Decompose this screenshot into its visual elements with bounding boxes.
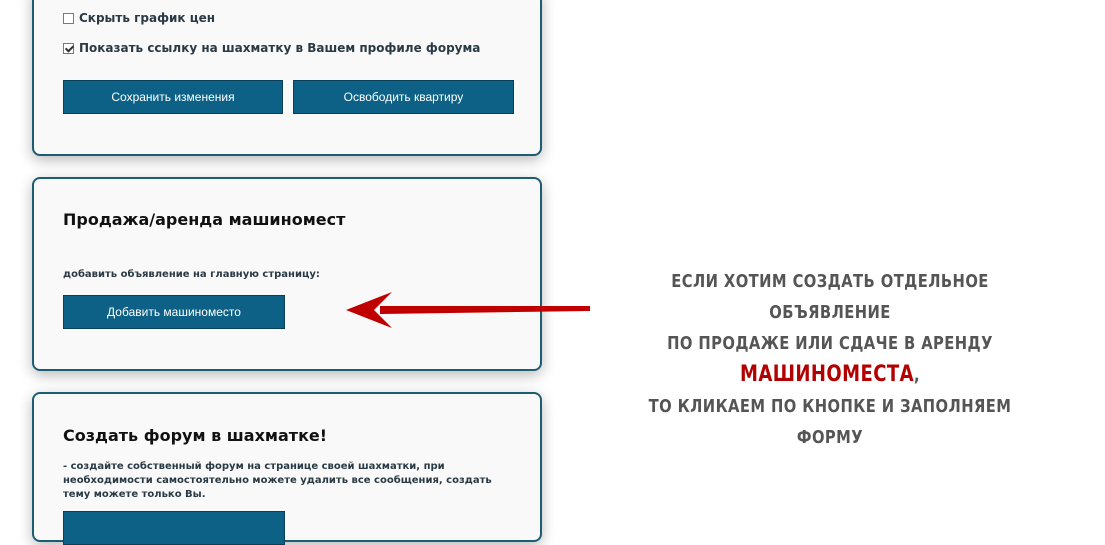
annotation-highlight: МАШИНОМЕСТА	[739, 362, 914, 387]
add-parking-button[interactable]: Добавить машиноместо	[63, 295, 285, 329]
parking-panel-subtitle: добавить объявление на главную страницу:	[63, 269, 320, 280]
red-arrow-icon	[340, 290, 595, 330]
annotation-text	[641, 266, 1018, 453]
hide-price-chart-option[interactable]	[63, 11, 215, 25]
hide-price-chart-label: Скрыть график цен	[79, 11, 216, 25]
annotation-line-3: ТО КЛИКАЕМ ПО КНОПКЕ И ЗАПОЛНЯЕМ ФОРМУ	[648, 396, 1012, 448]
save-changes-button[interactable]: Сохранить изменения	[63, 80, 283, 114]
show-link-label: Показать ссылку на шахматку в Вашем профиле форума	[79, 41, 481, 55]
annotation-line-2-start: ПО ПРОДАЖЕ ИЛИ СДАЧЕ В АРЕНДУ	[667, 333, 993, 354]
hide-price-chart-checkbox[interactable]	[63, 13, 74, 24]
free-apartment-button[interactable]: Освободить квартиру	[293, 80, 514, 114]
forum-panel-description: - создайте собственный форум на странице своей шахматки, при необходимости самостоятельно можете удалить все сообщения, создать тему можете только Вы.	[63, 461, 492, 500]
parking-panel-title: Продажа/аренда машиномест	[63, 210, 346, 229]
annotation-line-2-end: ,	[913, 365, 921, 386]
show-link-option[interactable]	[63, 41, 480, 55]
create-forum-button[interactable]	[63, 511, 285, 545]
forum-panel	[32, 392, 542, 542]
parking-panel	[32, 177, 542, 371]
forum-panel-title: Создать форум в шахматке!	[63, 426, 328, 445]
annotation-line-2	[641, 328, 1018, 391]
show-link-checkbox[interactable]	[63, 43, 74, 54]
annotation-line-1: ЕСЛИ ХОТИМ СОЗДАТЬ ОТДЕЛЬНОЕ ОБЪЯВЛЕНИЕ	[671, 271, 989, 323]
settings-panel	[32, 0, 542, 156]
